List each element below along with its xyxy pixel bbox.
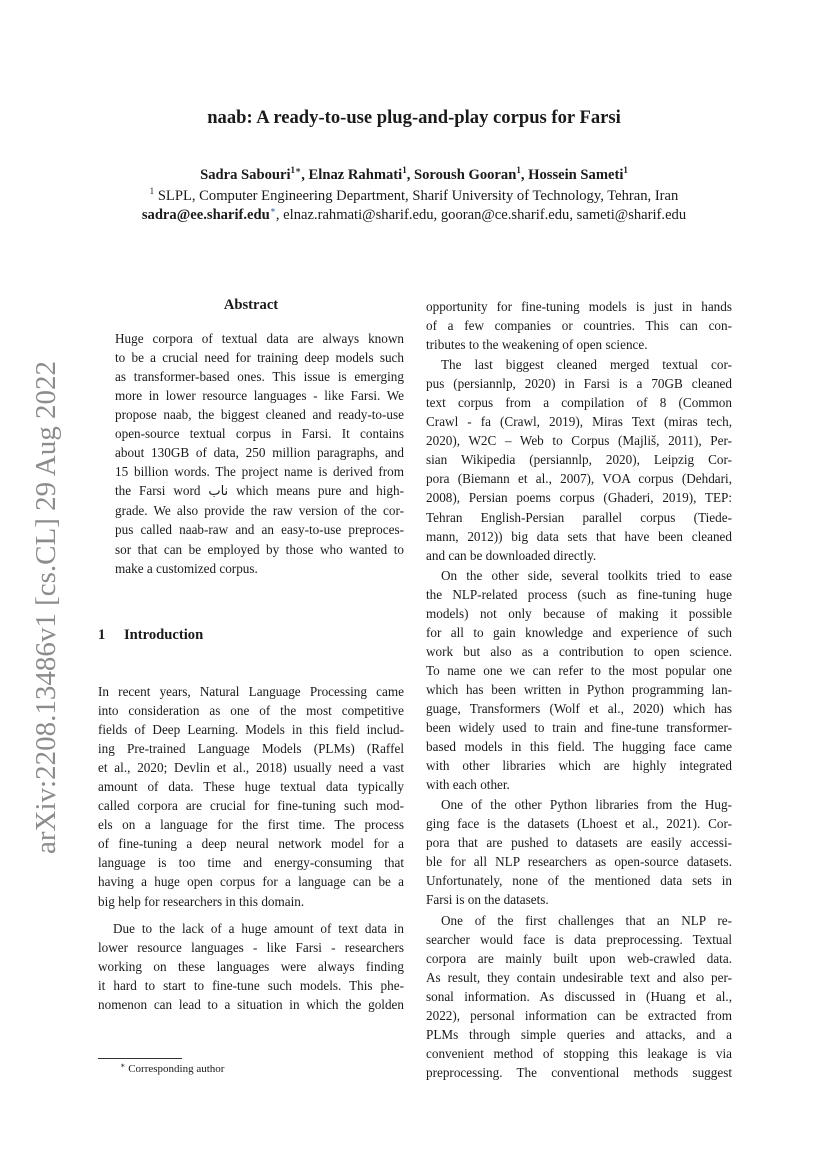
abstract-line: 15 billion words. The project name is derived from: [115, 464, 404, 480]
paragraph: [426, 566, 732, 795]
body-line: preprocessing. The conventional methods suggest: [426, 1064, 732, 1080]
body-line: fields of Deep Learning. Models in this field includ-: [98, 722, 404, 738]
paragraph: [426, 911, 732, 1082]
body-line: with each other.: [426, 777, 510, 793]
section-number: 1: [98, 627, 106, 643]
intro-paragraph-1: [98, 682, 404, 911]
body-line: guage, Transformers (Wolf et al., 2020) which has: [426, 700, 732, 716]
body-line: Farsi is on the datasets.: [426, 892, 549, 908]
abstract-line: to be a crucial need for training deep models such: [115, 350, 404, 366]
body-line: One of the first challenges that an NLP re-: [441, 912, 732, 928]
author-affil-mark: 1: [516, 165, 521, 175]
abstract-line: more in lower resource languages - like Farsi. We: [115, 388, 404, 404]
affiliation-text: SLPL, Computer Engineering Department, Sharif University of Technology, Tehran, Iran: [157, 188, 679, 204]
author-emails: [0, 207, 828, 224]
body-line: it hard to start to fine-tune such models. This phe-: [98, 978, 404, 994]
author-name: Hossein Sameti: [528, 167, 624, 183]
farsi-word: ناب: [208, 484, 229, 500]
body-line: Due to the lack of a huge amount of text data in: [113, 921, 404, 936]
body-line: On the other side, several toolkits tried to ease: [441, 567, 732, 583]
body-line: ging face is the datasets (Lhoest et al., 2021). Cor-: [426, 816, 732, 832]
abstract-line-farsi: [115, 481, 404, 501]
body-line: els on a language for the first time. The process: [98, 817, 404, 833]
footnote-rule: [98, 1058, 182, 1059]
body-line: tributes to the weakening of open science.: [426, 337, 648, 353]
body-line: 2008), Persian poems corpus (Ghaderi, 2019), TEP:: [426, 490, 732, 506]
right-column: [426, 297, 732, 1082]
body-line: Crawl - fa (Crawl, 2019), Miras Text (miras tech,: [426, 414, 732, 430]
arxiv-id-text: arXiv:2208.13486v1 [cs.CL] 29 Aug 2022: [30, 361, 62, 854]
body-line: for all to gain knowledge and experience of such: [426, 624, 732, 640]
arxiv-identifier-stamp: [9, 360, 69, 860]
abstract-text: the Farsi word: [115, 483, 201, 499]
author-affil-mark: 1: [623, 165, 628, 175]
affiliation: [0, 188, 828, 205]
section-heading-introduction: [98, 627, 203, 644]
intro-paragraph-2: [98, 919, 404, 1014]
body-line: of a few companies or countries. This can con-: [426, 318, 732, 334]
abstract-line: open-source textual corpus in Farsi. It contains: [115, 426, 404, 442]
body-line: PLMs through simple queries and attacks, and a: [426, 1026, 732, 1042]
body-line: the NLP-related process (such as fine-tuning huge: [426, 586, 732, 602]
body-line: models) not only because of making it possible: [426, 605, 732, 621]
corresponding-mark: ∗: [269, 205, 276, 215]
body-line: To name one we can refer to the most popular one: [426, 662, 732, 678]
body-line: having a huge open corpus for a language can be a: [98, 874, 404, 890]
author-affil-mark: 1∗: [290, 165, 302, 175]
body-line: ble for all NLP researchers as open-source datasets.: [426, 854, 732, 870]
abstract-line: make a customized corpus.: [115, 560, 258, 576]
body-line: convenient method of stopping this leakage is via: [426, 1045, 732, 1061]
footnote-mark: ∗: [120, 1061, 126, 1070]
body-line: As result, they contain undesirable text and also per-: [426, 969, 732, 985]
footnote-text: Corresponding author: [128, 1063, 225, 1075]
paragraph: [426, 795, 732, 909]
body-line: mann, 2012)) big data sets that have been cleaned: [426, 528, 732, 544]
abstract-line: about 130GB of data, 250 million paragraphs, and: [115, 445, 404, 461]
body-line: Tehran English-Persian parallel corpus (Tiede-: [426, 509, 732, 525]
other-emails: , elnaz.rahmati@sharif.edu, gooran@ce.sharif.edu, sameti@sharif.edu: [275, 207, 687, 223]
body-line: been widely used to train and fine-tune transformer-: [426, 720, 732, 736]
abstract-line: as transformer-based ones. This issue is emerging: [115, 369, 404, 385]
abstract-line: sor that can be employed by those who wanted to: [115, 541, 404, 557]
body-line: searcher would face is data preprocessing. Textual: [426, 931, 732, 947]
body-line: amount of data. These huge textual data typically: [98, 779, 404, 795]
body-line: 2022), personal information can be extracted from: [426, 1007, 732, 1023]
body-line: opportunity for fine-tuning models is just in hands: [426, 299, 732, 314]
affiliation-mark: 1: [149, 186, 155, 196]
abstract-line: grade. We also provide the raw version of the cor-: [115, 503, 404, 519]
body-line: called corpora are crucial for fine-tuning such mod-: [98, 798, 404, 814]
body-line: big help for researchers in this domain.: [98, 893, 305, 909]
body-line: with other libraries which are highly integrated: [426, 758, 732, 774]
body-line: The last biggest cleaned merged textual cor-: [441, 357, 732, 373]
body-line: pora that are pushed to datasets are easily accessi-: [426, 835, 732, 851]
body-line: and can be downloaded directly.: [426, 547, 597, 563]
body-line: pora (Biemann et al., 2007), VOA corpus (Dehdari,: [426, 471, 732, 487]
corresponding-email: sadra@ee.sharif.edu: [141, 207, 270, 223]
body-line: Unfortunately, none of the mentioned data sets in: [426, 873, 732, 889]
paragraph: [426, 297, 732, 354]
abstract-line: pus called naab-raw and an easy-to-use preproces-: [115, 522, 404, 538]
author-name: Elnaz Rahmati: [308, 167, 403, 183]
body-line: nomenon can lead to a situation in which the golden: [98, 997, 404, 1013]
body-line: text corpus from a compilation of 8 (Common: [426, 395, 732, 411]
body-line: sian Wikipedia (persiannlp, 2020), Leipzig Cor-: [426, 452, 732, 468]
abstract-body: [98, 329, 404, 578]
section-title: Introduction: [124, 627, 204, 643]
body-line: et al., 2020; Devlin et al., 2018) usually need a vast: [98, 760, 404, 776]
author-name: Sadra Sabouri: [200, 167, 291, 183]
body-line: based models in this field. The hugging face came: [426, 739, 732, 755]
body-line: lower resource languages - like Farsi - researchers: [98, 940, 404, 956]
body-line: ing Pre-trained Language Models (PLMs) (Raffel: [98, 741, 404, 757]
body-line: language is too time and energy-consuming that: [98, 855, 404, 871]
body-line: of fine-tuning a deep neural network model for a: [98, 836, 404, 852]
footnote: [98, 1062, 224, 1076]
abstract-text: which means pure and high-: [236, 483, 405, 499]
body-line: sonal information. As discussed in (Huang et al.,: [426, 988, 732, 1004]
author-list: Sadra Sabouri$^{1∗}$, Elnaz Rahmati$^1$, Soroush Gooran$^1$, Hossein Sameti$^1$: [200, 165, 628, 183]
paragraph: [426, 355, 732, 565]
body-line: which has been written in Python programming lan-: [426, 681, 732, 697]
paper-title: naab: A ready-to-use plug-and-play corpus for Farsi: [207, 107, 621, 128]
abstract-line: propose naab, the biggest cleaned and ready-to-use: [115, 407, 404, 423]
body-line: working on these languages were always finding: [98, 959, 404, 975]
abstract-line: Huge corpora of textual data are always known: [115, 331, 404, 346]
abstract-heading: Abstract: [223, 297, 279, 313]
body-line: pus (persiannlp, 2020) in Farsi is a 70GB cleaned: [426, 376, 732, 392]
body-line: into consideration as one of the most competitive: [98, 703, 404, 719]
body-line: One of the other Python libraries from the Hug-: [441, 797, 732, 813]
body-line: corpora are mainly built upon web-crawled data.: [426, 950, 732, 966]
author-affil-mark: 1: [402, 165, 407, 175]
author-name: Soroush Gooran: [414, 167, 517, 183]
body-line: work but also as a contribution to open science.: [426, 643, 732, 659]
body-line: 2020), W2C – Web to Corpus (Majliš, 2011), Per-: [426, 433, 732, 449]
body-line: In recent years, Natural Language Processing came: [98, 684, 404, 699]
